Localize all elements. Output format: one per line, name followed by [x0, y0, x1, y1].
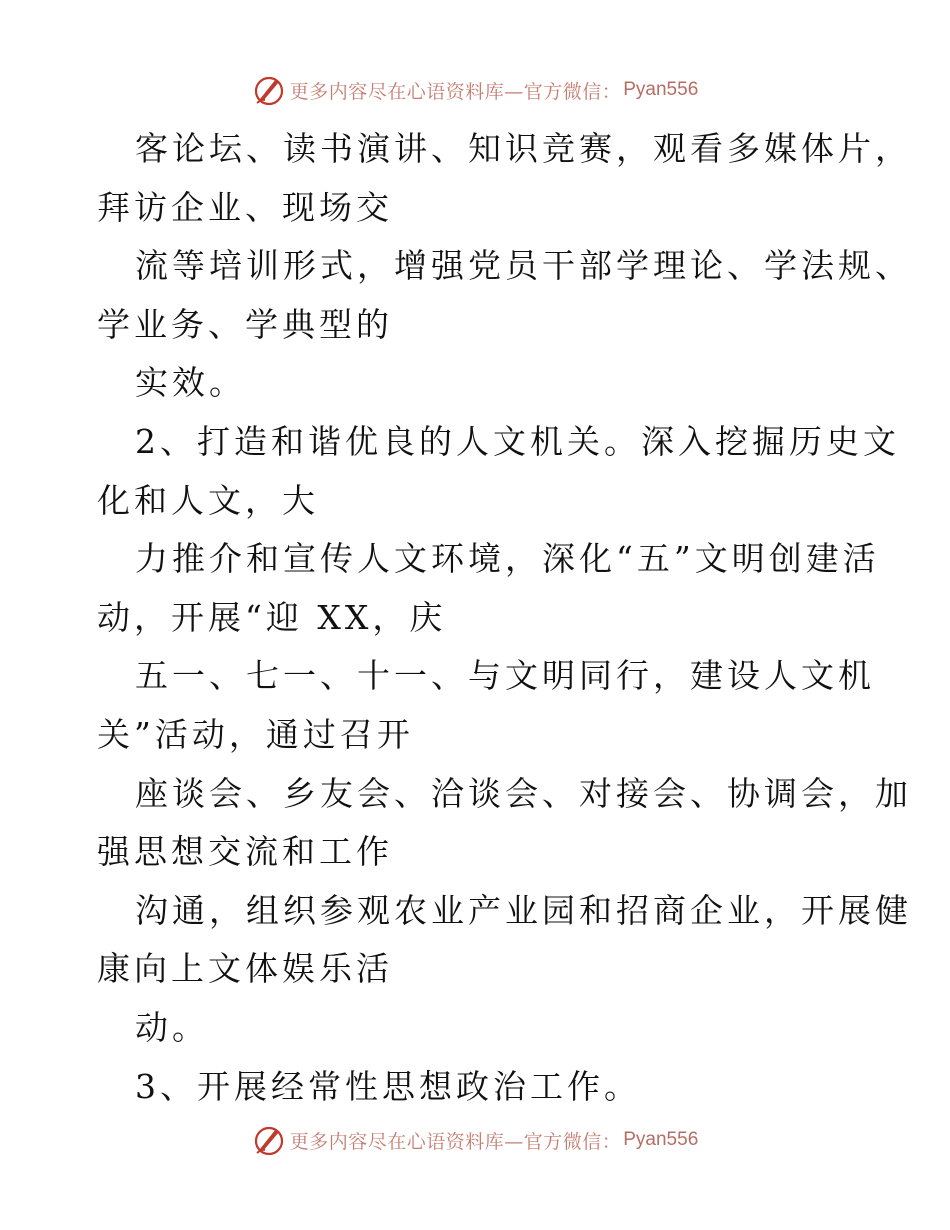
- text-line: 座谈会、乡友会、洽谈会、对接会、协调会，加: [135, 773, 912, 813]
- text-line: 实效。: [135, 363, 246, 403]
- text-line: 学业务、学典型的: [97, 304, 393, 344]
- text-line: 客论坛、读书演讲、知识竞赛，观看多媒体片，: [135, 129, 912, 168]
- text-line: 沟通，组织参观农业产业园和招商企业，开展健: [135, 890, 912, 930]
- text-line: 动，开展“迎 XX，庆: [97, 597, 447, 637]
- text-line: 化和人文，大: [97, 480, 319, 520]
- quill-pen-icon: [252, 1123, 286, 1157]
- footer-watermark: [0, 1120, 950, 1160]
- text-line: 流等培训形式，增强党员干部学理论、学法规、: [135, 246, 912, 286]
- text-line: 力推介和宣传人文环境，深化“五”文明创建活: [135, 539, 880, 579]
- text-line: 五一、七一、十一、与文明同行，建设人文机: [135, 656, 875, 696]
- watermark-wechat-id: Pyan556: [623, 79, 699, 100]
- text-line: 强思想交流和工作: [97, 832, 393, 872]
- text-line: 康向上文体娱乐活: [97, 949, 393, 989]
- quill-pen-icon: [252, 73, 286, 107]
- text-line: 3、开展经常性思想政治工作。: [135, 1066, 641, 1106]
- text-line: 2、打造和谐优良的人文机关。深入挖掘历史文: [135, 421, 900, 461]
- watermark-text: 更多内容尽在心语资料库—官方微信：: [289, 1130, 622, 1153]
- text-line: 动。: [135, 1007, 209, 1047]
- header-watermark: [0, 70, 950, 110]
- document-body: [97, 120, 912, 1116]
- watermark-wechat-id: Pyan556: [623, 1129, 699, 1150]
- text-line: 关”活动，通过召开: [97, 714, 414, 754]
- text-line: 拜访企业、现场交: [97, 187, 393, 227]
- watermark-text: 更多内容尽在心语资料库—官方微信：: [289, 80, 622, 103]
